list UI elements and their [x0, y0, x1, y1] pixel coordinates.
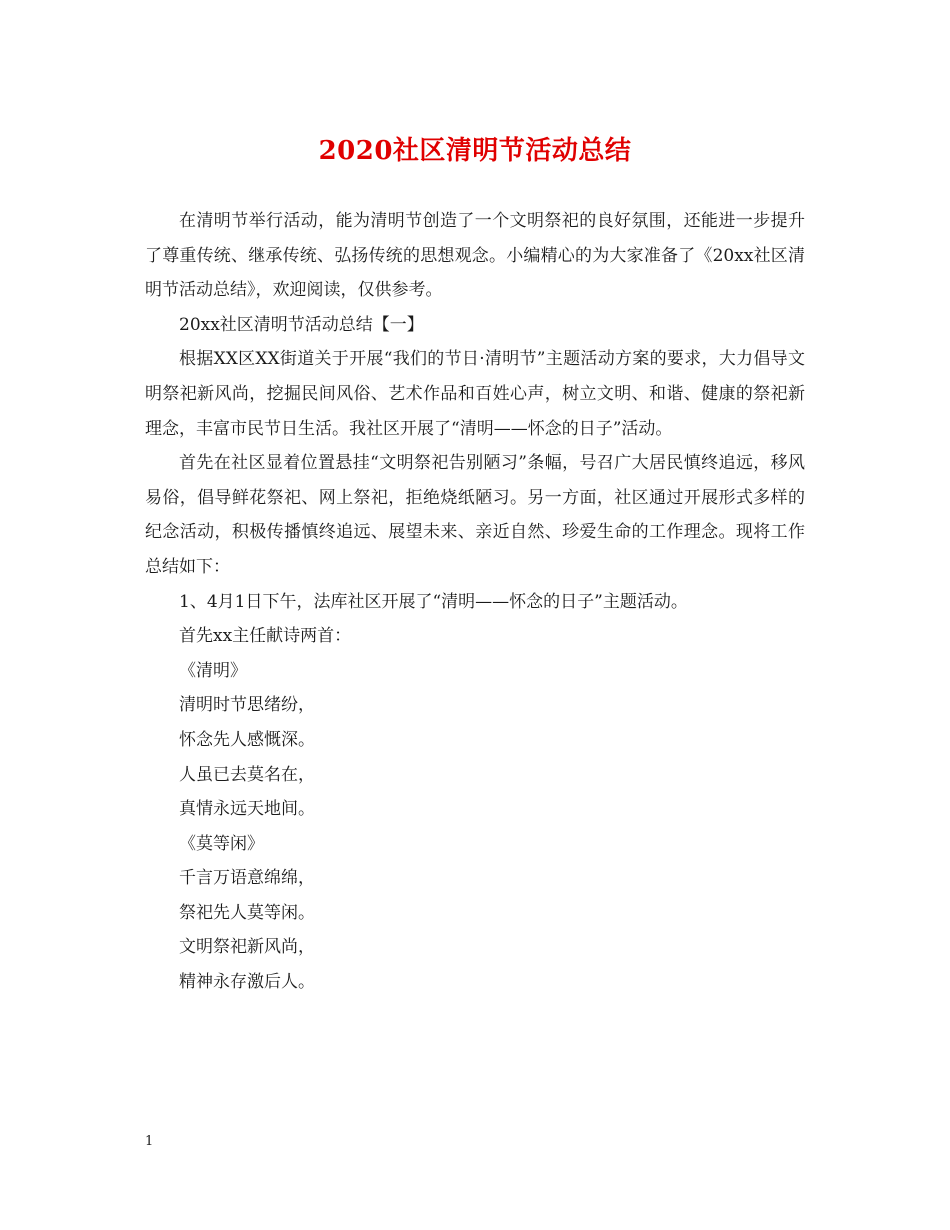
poem-line: 真情永远天地间。: [179, 799, 315, 820]
poem-line: 千言万语意绵绵，: [179, 868, 315, 889]
document-body: [145, 204, 805, 1000]
poem-line: 文明祭祀新风尚，: [179, 937, 315, 958]
intro-paragraph: 在清明节举行活动，能为清明节创造了一个文明祭祀的良好氛围，还能进一步提升了尊重传统、继承传统、弘扬传统的思想观念。小编精心的为大家准备了《20xx社区清明节活动总结》，欢迎阅读，仅供参考。: [145, 211, 805, 301]
background-paragraph: 根据XX区XX街道关于开展“我们的节日·清明节”主题活动方案的要求，大力倡导文明祭祀新风尚，挖掘民间风俗、艺术作品和百姓心声，树立文明、和谐、健康的祭祀新理念，丰富市民节日生活。我社区开展了“清明——怀念的日子”活动。: [145, 349, 805, 439]
poem-intro-line: 首先xx主任献诗两首：: [179, 626, 352, 647]
event-line: 1、4月1日下午，法库社区开展了“清明——怀念的日子”主题活动。: [179, 591, 688, 612]
poem-line: 精神永存激后人。: [179, 972, 315, 993]
poem-line: 人虽已去莫名在，: [179, 764, 315, 785]
activity-paragraph: 首先在社区显着位置悬挂“文明祭祀告别陋习”条幅，号召广大居民慎终追远，移风易俗，倡导鲜花祭祀、网上祭祀，拒绝烧纸陋习。另一方面，社区通过开展形式多样的纪念活动，积极传播慎终追远、展望未来、亲近自然、珍爱生命的工作理念。现将工作总结如下：: [145, 453, 805, 577]
page-number: 1: [145, 1134, 154, 1149]
section-heading: 20xx社区清明节活动总结【一】: [179, 314, 424, 335]
poem-title: 《莫等闲》: [179, 833, 264, 854]
poem-title: 《清明》: [179, 660, 247, 681]
poem-line: 怀念先人感慨深。: [179, 729, 315, 750]
poem-line: 清明时节思绪纷，: [179, 695, 315, 716]
document-title: 2020社区清明节活动总结: [318, 136, 632, 166]
poem-line: 祭祀先人莫等闲。: [179, 902, 315, 923]
